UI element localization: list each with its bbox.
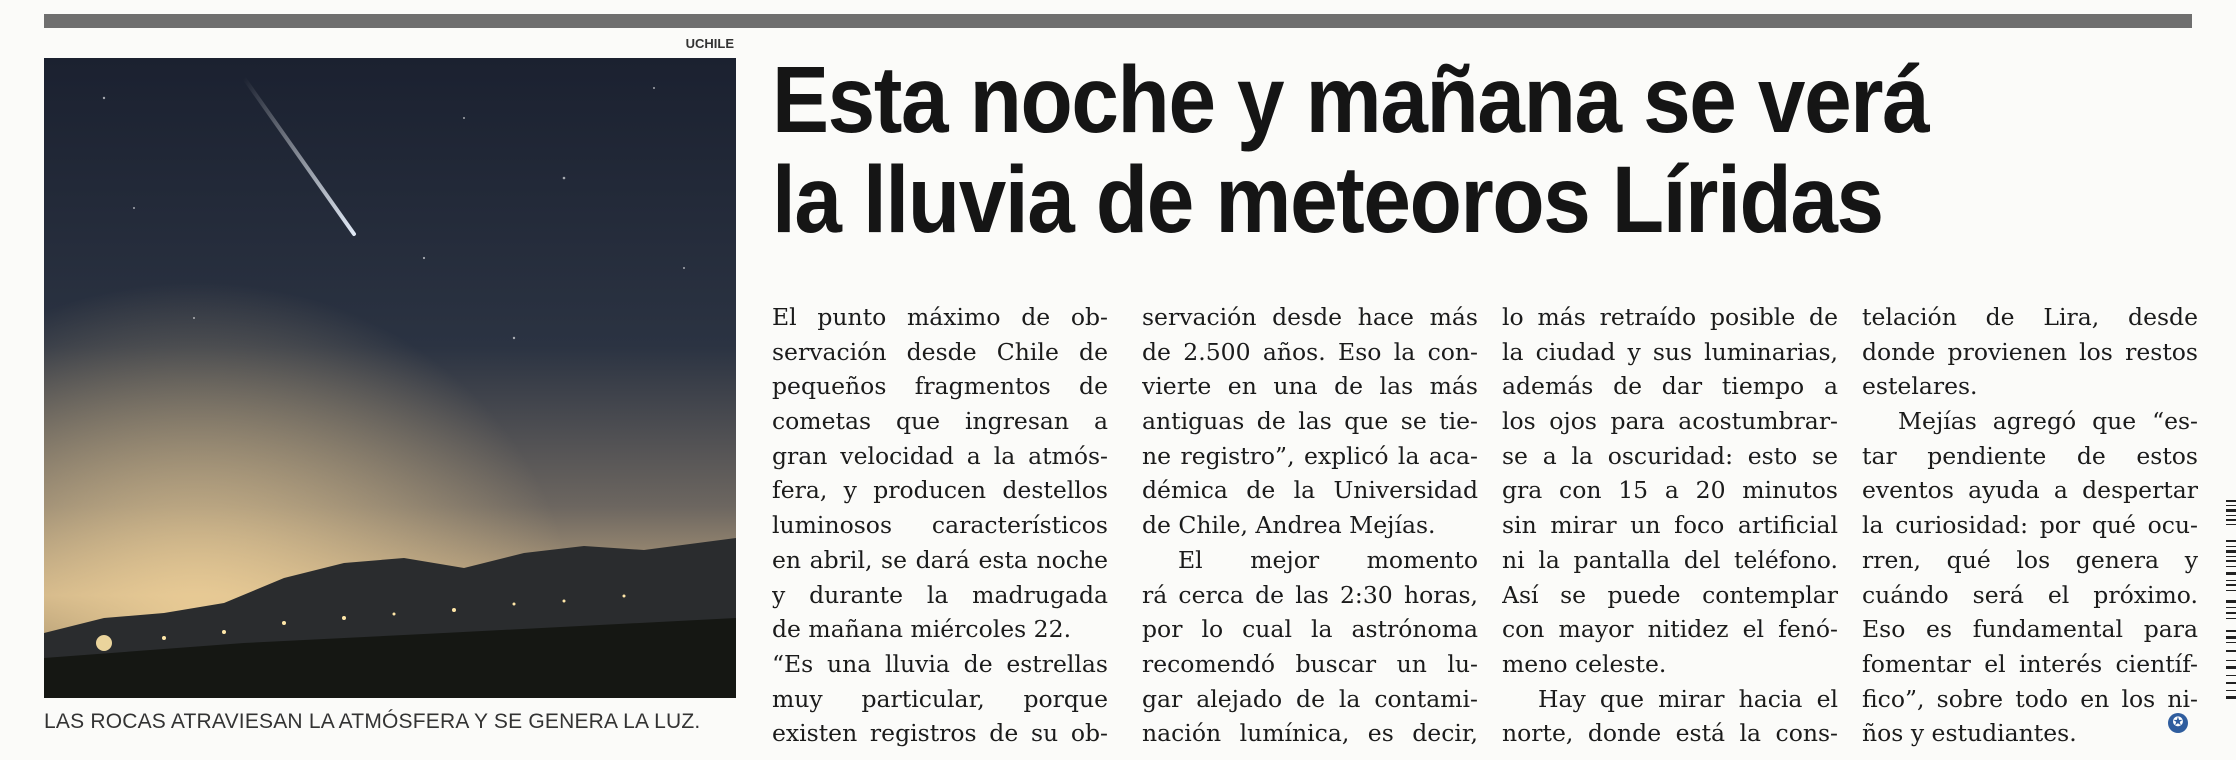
headline (772, 47, 2032, 253)
article-line: la ciudad y sus luminarias, (1502, 337, 1838, 366)
article-line: Mejías agregó que “es- (1898, 407, 2198, 436)
article-column (1142, 300, 1478, 751)
article-line: por lo cual la astrónoma (1142, 615, 1478, 644)
article-line: antiguas de las que se tie- (1142, 407, 1478, 436)
article-line: lo más retraído posible de (1502, 303, 1838, 331)
article-column (1862, 300, 2198, 751)
article-line: pequeños fragmentos de (772, 372, 1108, 401)
photo-credit: UCHILE (685, 36, 734, 51)
article-line: rá cerca de las 2:30 horas, (1142, 580, 1478, 609)
article-line: ne registro”, explicó la aca- (1142, 441, 1478, 470)
article-line: telación de Lira, desde (1862, 303, 2198, 331)
article-line: norte, donde está la cons- (1502, 719, 1838, 748)
article-line: nación lumínica, es decir, (1142, 719, 1478, 748)
article-line: con mayor nitidez el fenó- (1502, 615, 1838, 644)
article-column (1502, 300, 1838, 751)
article-line: de mañana miércoles 22. (772, 615, 1072, 644)
article-line: la curiosidad: por qué ocu- (1862, 511, 2198, 540)
article-line: gar alejado de la contami- (1142, 684, 1478, 713)
article-line: démica de la Universidad (1142, 476, 1478, 505)
headline-line: la lluvia de meteoros Líridas (772, 147, 1883, 253)
article-line: sin mirar un foco artificial (1502, 511, 1838, 540)
article-line: de 2.500 años. Eso la con- (1142, 337, 1478, 366)
article-line: gran velocidad a la atmós- (772, 441, 1108, 470)
article-line: y durante la madrugada (772, 580, 1108, 609)
article-line: El punto máximo de ob- (772, 303, 1108, 331)
article-line: Así se puede contemplar (1502, 580, 1838, 609)
article-line: recomendó buscar un lu- (1142, 649, 1478, 678)
article-line: existen registros de su ob- (772, 719, 1108, 748)
article-line: servación desde Chile de (772, 337, 1108, 366)
article-line: servación desde hace más (1142, 303, 1478, 331)
article-line: Hay que mirar hacia el (1538, 684, 1838, 713)
meteor-photo (44, 58, 736, 698)
article-line: se a la oscuridad: esto se (1502, 441, 1838, 470)
article-line: estelares. (1862, 372, 1978, 401)
article-line: meno celeste. (1502, 649, 1667, 678)
article-line: gra con 15 a 20 minutos (1502, 476, 1838, 505)
article-line: fera, y producen destellos (772, 476, 1108, 505)
barcode (2226, 500, 2236, 710)
article-line: los ojos para acostumbrar- (1502, 407, 1838, 436)
article-line: además de dar tiempo a (1502, 372, 1838, 401)
article-line: eventos ayuda a despertar (1862, 476, 2198, 505)
article-line: cuándo será el próximo. (1862, 580, 2198, 609)
article-line: tar pendiente de estos (1862, 441, 2198, 470)
article-line: donde provienen los restos (1862, 337, 2198, 366)
article-line: vierte en una de las más (1142, 372, 1478, 401)
article-line: ños y estudiantes. (1862, 719, 2077, 748)
article-line: cometas que ingresan a (772, 407, 1108, 436)
photo-caption: LAS ROCAS ATRAVIESAN LA ATMÓSFERA Y SE GENERA LA LUZ. (44, 710, 701, 733)
star-circle-icon: ✪ (2168, 713, 2188, 733)
article-line: muy particular, porque (772, 684, 1108, 713)
article-line: fomentar el interés científ- (1862, 649, 2198, 678)
article-line: “Es una lluvia de estrellas (772, 649, 1108, 678)
article-line: Eso es fundamental para (1862, 615, 2198, 644)
article-line: de Chile, Andrea Mejías. (1142, 511, 1436, 540)
article-line: luminosos característicos (772, 511, 1108, 540)
article-line: El mejor momento (1178, 545, 1478, 574)
article-line: ni la pantalla del teléfono. (1502, 545, 1838, 574)
top-rule (44, 14, 2192, 28)
article-line: rren, qué los genera y (1862, 545, 2198, 574)
article-column (772, 300, 1108, 751)
headline-line: Esta noche y mañana se verá (772, 47, 1929, 153)
article-line: fico”, sobre todo en los ni- (1862, 684, 2198, 713)
article-line: en abril, se dará esta noche (772, 545, 1108, 574)
